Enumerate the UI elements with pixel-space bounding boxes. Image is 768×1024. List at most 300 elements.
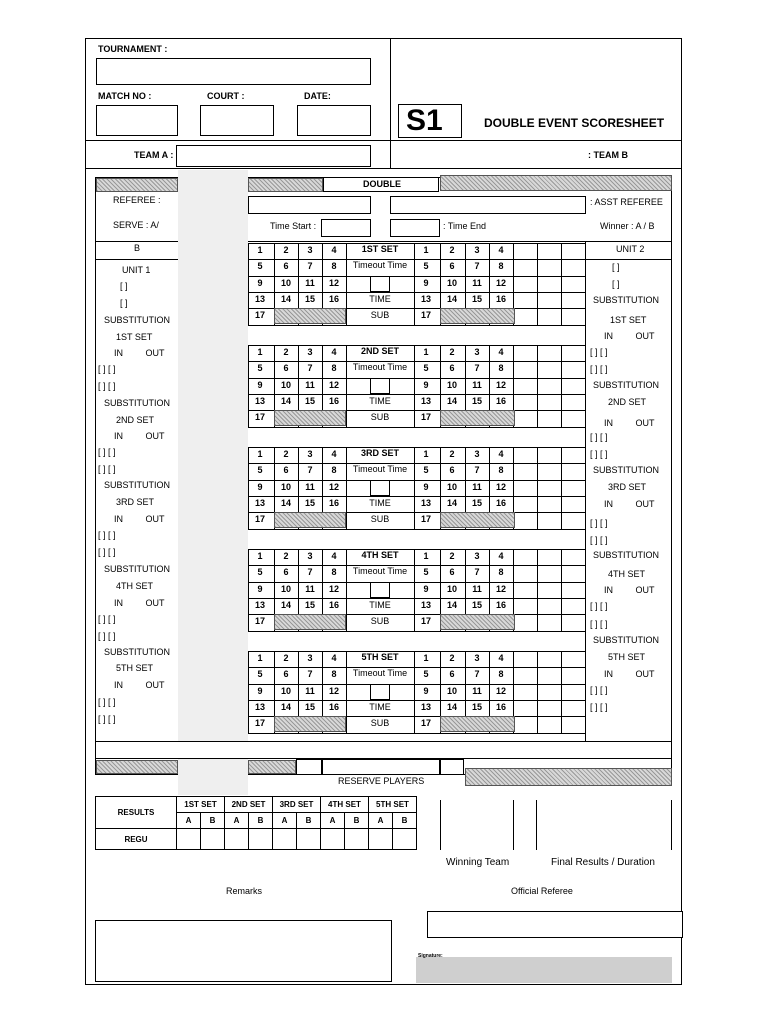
timeout-box[interactable]	[370, 378, 390, 394]
score-number-b[interactable]: 7	[474, 261, 480, 272]
score-number-b[interactable]: 8	[498, 465, 504, 476]
score-number-a[interactable]: 6	[283, 465, 289, 476]
score-number-b[interactable]: 7	[474, 669, 480, 680]
asst-referee-field[interactable]	[390, 196, 586, 214]
set1-label-left: 1ST SET	[116, 332, 153, 342]
in-out-2: IN OUT	[114, 431, 165, 441]
time-end-field[interactable]	[390, 219, 440, 237]
score-number-a[interactable]: 13	[254, 293, 265, 304]
score-number-b[interactable]: 11	[472, 277, 482, 288]
pair-2b: [ ] [ ]	[98, 464, 116, 474]
score-number-a[interactable]: 11	[305, 583, 315, 594]
score-number-a[interactable]: 7	[307, 363, 313, 374]
score-number-a[interactable]: 11	[305, 379, 315, 390]
score-number-a[interactable]: 9	[257, 583, 263, 594]
score-number-a[interactable]: 16	[328, 293, 339, 304]
score-number-b[interactable]: 16	[495, 497, 506, 508]
score-number-b[interactable]: 3	[474, 245, 480, 255]
winning-divider-1	[440, 800, 441, 850]
set-label: 3RD SET	[360, 448, 399, 458]
score-number-b[interactable]: 3	[474, 551, 480, 561]
set-grid-col	[585, 651, 586, 733]
score-number-a[interactable]: 5	[257, 567, 263, 578]
score-number-b[interactable]: 14	[446, 497, 457, 508]
score-number-b[interactable]: 6	[449, 465, 455, 476]
score-number-b[interactable]: 16	[495, 293, 506, 304]
score-number-b[interactable]: 6	[449, 669, 455, 680]
score-number-b[interactable]: 16	[495, 395, 506, 406]
team-rule	[85, 140, 390, 141]
score-number-a[interactable]: 16	[328, 701, 339, 712]
score-number-b[interactable]: 3	[474, 653, 480, 663]
r-pair-2a: [ ] [ ]	[590, 432, 608, 442]
set-grid-rule	[248, 529, 585, 530]
hatch-top-mid	[248, 178, 323, 192]
r-in-out-1: IN OUT	[604, 331, 655, 341]
score-number-a[interactable]: 1	[257, 245, 263, 255]
score-number-a[interactable]: 11	[305, 277, 315, 288]
results-set3-header: 3RD SET	[273, 797, 321, 813]
score-number-a[interactable]: 6	[283, 261, 289, 272]
score-number-a[interactable]: 13	[254, 497, 265, 508]
remarks-field[interactable]	[95, 920, 392, 982]
set-label: 1ST SET	[361, 244, 399, 254]
score-number-b[interactable]: 8	[498, 669, 504, 680]
sheet-code: S1	[406, 104, 443, 137]
score-number-a[interactable]: 12	[328, 277, 339, 288]
score-number-b[interactable]: 9	[423, 277, 429, 288]
pair-5b: [ ] [ ]	[98, 714, 116, 724]
score-number-a[interactable]: 3	[307, 449, 313, 459]
score-number-a[interactable]: 4	[331, 653, 337, 663]
score-number-a[interactable]: 12	[328, 481, 339, 492]
hatch-bottom-left	[96, 760, 178, 774]
score-number-b[interactable]: 4	[498, 653, 504, 663]
score-number-b[interactable]: 15	[471, 701, 482, 712]
score-number-b[interactable]: 8	[498, 261, 504, 272]
set-grid-col	[537, 345, 538, 427]
score-number-a[interactable]: 15	[304, 701, 315, 712]
score-number-b[interactable]: 5	[423, 261, 429, 272]
score-number-a[interactable]: 3	[307, 653, 313, 663]
set-grid-rule	[248, 631, 585, 632]
score-number-a[interactable]: 9	[257, 277, 263, 288]
sub-hatch-b	[440, 410, 515, 426]
score-number-b[interactable]: 5	[423, 363, 429, 374]
in-out-1: IN OUT	[114, 348, 165, 358]
score-number-a[interactable]: 9	[257, 685, 263, 696]
team-a-label: TEAM A :	[134, 150, 174, 160]
score-number-b[interactable]: 11	[472, 685, 482, 696]
score-number-a[interactable]: 1	[257, 653, 263, 663]
regu-cell[interactable]	[201, 829, 225, 850]
score-number-b[interactable]: 2	[449, 653, 455, 663]
score-number-b[interactable]: 13	[420, 395, 431, 406]
match-no-field[interactable]	[96, 105, 178, 136]
score-number-a[interactable]: 17	[254, 718, 265, 729]
winning-team-label: Winning Team	[446, 857, 510, 868]
set-time-label: TIME	[369, 599, 391, 610]
team-bottom-rule	[85, 168, 682, 169]
winning-divider-3	[536, 800, 537, 850]
double-label: DOUBLE	[363, 179, 401, 189]
sub-label-2: SUBSTITUTION	[104, 398, 171, 408]
score-number-b[interactable]: 1	[423, 551, 429, 561]
score-number-b[interactable]: 8	[498, 363, 504, 374]
score-number-a[interactable]: 4	[331, 449, 337, 459]
team-a-field[interactable]	[176, 145, 371, 167]
pair-2a: [ ] [ ]	[98, 447, 116, 457]
tournament-field[interactable]	[96, 58, 371, 85]
score-number-b[interactable]: 13	[420, 293, 431, 304]
score-number-a[interactable]: 14	[280, 701, 291, 712]
score-number-b[interactable]: 15	[471, 599, 482, 610]
score-number-a[interactable]: 12	[328, 379, 339, 390]
r-sub-label-5: SUBSTITUTION	[593, 635, 660, 645]
unit1-bracket-1: [ ]	[120, 281, 128, 291]
score-number-b[interactable]: 5	[423, 669, 429, 680]
regu-cell[interactable]	[225, 829, 249, 850]
set-grid-col	[561, 447, 562, 529]
score-number-b[interactable]: 13	[420, 599, 431, 610]
score-number-a[interactable]: 3	[307, 245, 313, 255]
score-number-b[interactable]: 12	[495, 379, 506, 390]
score-number-a[interactable]: 12	[328, 685, 339, 696]
results-table	[95, 796, 417, 850]
score-number-b[interactable]: 16	[495, 701, 506, 712]
score-number-a[interactable]: 16	[328, 599, 339, 610]
score-number-b[interactable]: 9	[423, 379, 429, 390]
set-grid-col	[585, 243, 586, 325]
score-number-a[interactable]: 2	[283, 551, 289, 561]
sub-hatch-a	[274, 716, 346, 732]
r-sub-label-3: SUBSTITUTION	[593, 465, 660, 475]
score-number-b[interactable]: 10	[446, 685, 457, 696]
score-number-b[interactable]: 15	[471, 395, 482, 406]
score-number-a[interactable]: 2	[283, 347, 289, 357]
reserve-a-box[interactable]	[296, 759, 322, 775]
score-number-a[interactable]: 17	[254, 412, 265, 423]
score-number-a[interactable]: 9	[257, 379, 263, 390]
r-in-out-2: IN OUT	[604, 418, 655, 428]
set-grid-col	[561, 243, 562, 325]
score-number-a[interactable]: 16	[328, 497, 339, 508]
score-number-a[interactable]: 8	[331, 465, 337, 476]
score-number-b[interactable]: 8	[498, 567, 504, 578]
score-number-b[interactable]: 4	[498, 347, 504, 357]
score-number-b[interactable]: 15	[471, 293, 482, 304]
r-sub-label-2: SUBSTITUTION	[593, 380, 660, 390]
score-number-b[interactable]: 6	[449, 567, 455, 578]
header-rule	[390, 140, 682, 141]
reserve-b-box[interactable]	[440, 759, 464, 775]
timeout-box[interactable]	[370, 480, 390, 496]
score-number-b[interactable]: 12	[495, 685, 506, 696]
regu-cell[interactable]	[393, 829, 417, 850]
score-number-b[interactable]: 3	[474, 449, 480, 459]
score-number-a[interactable]: 4	[331, 245, 337, 255]
score-number-a[interactable]: 13	[254, 599, 265, 610]
set3-label-left: 3RD SET	[116, 497, 155, 507]
sub-label-4: SUBSTITUTION	[104, 564, 171, 574]
score-number-b[interactable]: 5	[423, 567, 429, 578]
right-rule-a	[585, 259, 672, 260]
left-rule-a	[95, 259, 178, 260]
score-number-b[interactable]: 14	[446, 701, 457, 712]
score-number-a[interactable]: 5	[257, 465, 263, 476]
score-number-b[interactable]: 10	[446, 379, 457, 390]
set-grid-col	[561, 651, 562, 733]
r-pair-3a: [ ] [ ]	[590, 518, 608, 528]
score-number-b[interactable]: 17	[420, 514, 431, 525]
score-number-a[interactable]: 10	[280, 583, 291, 594]
score-number-b[interactable]: 1	[423, 653, 429, 663]
regu-cell[interactable]	[273, 829, 297, 850]
reserve-mid-box[interactable]	[322, 759, 440, 775]
score-number-a[interactable]: 10	[280, 481, 291, 492]
timeout-time-label: Timeout Time	[352, 566, 408, 577]
score-number-a[interactable]: 7	[307, 465, 313, 476]
score-number-b[interactable]: 2	[449, 245, 455, 255]
sub-label-5: SUBSTITUTION	[104, 647, 171, 657]
score-number-b[interactable]: 2	[449, 551, 455, 561]
score-number-a[interactable]: 6	[283, 669, 289, 680]
date-field[interactable]	[297, 105, 371, 136]
score-number-a[interactable]: 8	[331, 261, 337, 272]
regu-cell[interactable]	[321, 829, 345, 850]
score-number-a[interactable]: 2	[283, 653, 289, 663]
score-number-a[interactable]: 13	[254, 395, 265, 406]
in-out-3: IN OUT	[114, 514, 165, 524]
score-number-b[interactable]: 10	[446, 583, 457, 594]
score-number-a[interactable]: 4	[331, 347, 337, 357]
pair-4a: [ ] [ ]	[98, 614, 116, 624]
score-number-a[interactable]: 17	[254, 310, 265, 321]
results-set1-header: 1ST SET	[177, 797, 225, 813]
score-number-b[interactable]: 5	[423, 465, 429, 476]
r-pair-5b: [ ] [ ]	[590, 702, 608, 712]
set4-label-left: 4TH SET	[116, 581, 154, 591]
r-pair-1a: [ ] [ ]	[590, 347, 608, 357]
pair-1a: [ ] [ ]	[98, 364, 116, 374]
score-number-b[interactable]: 4	[498, 551, 504, 561]
pair-1b: [ ] [ ]	[98, 381, 116, 391]
score-number-b[interactable]: 1	[423, 245, 429, 255]
score-number-b[interactable]: 9	[423, 685, 429, 696]
score-number-a[interactable]: 10	[280, 685, 291, 696]
hatch-bottom-right	[465, 768, 672, 786]
reserve-players-label: RESERVE PLAYERS	[338, 776, 425, 786]
score-number-a[interactable]: 5	[257, 363, 263, 374]
sub-hatch-b	[440, 614, 515, 630]
score-number-b[interactable]: 14	[446, 293, 457, 304]
set-grid-col	[585, 549, 586, 631]
sheet-title: DOUBLE EVENT SCORESHEET	[484, 116, 665, 130]
score-number-a[interactable]: 11	[305, 481, 315, 492]
score-number-a[interactable]: 14	[280, 293, 291, 304]
r-in-out-5: IN OUT	[604, 669, 655, 679]
score-number-b[interactable]: 7	[474, 567, 480, 578]
score-number-a[interactable]: 15	[304, 599, 315, 610]
score-number-b[interactable]: 14	[446, 395, 457, 406]
score-number-b[interactable]: 2	[449, 449, 455, 459]
score-number-b[interactable]: 6	[449, 363, 455, 374]
r-pair-5a: [ ] [ ]	[590, 685, 608, 695]
regu-cell[interactable]	[297, 829, 321, 850]
set5-label-left: 5TH SET	[116, 663, 154, 673]
score-number-b[interactable]: 15	[471, 497, 482, 508]
score-number-b[interactable]: 12	[495, 583, 506, 594]
score-number-a[interactable]: 1	[257, 449, 263, 459]
score-number-a[interactable]: 6	[283, 567, 289, 578]
score-number-b[interactable]: 11	[472, 481, 482, 492]
score-number-a[interactable]: 2	[283, 245, 289, 255]
results-b-5: B	[393, 813, 417, 829]
sub-hatch-a	[274, 512, 346, 528]
score-number-a[interactable]: 9	[257, 481, 263, 492]
score-number-a[interactable]: 15	[304, 497, 315, 508]
set-label: 5TH SET	[361, 652, 399, 662]
score-number-a[interactable]: 13	[254, 701, 265, 712]
score-number-a[interactable]: 4	[331, 551, 337, 561]
timeout-time-label: Timeout Time	[352, 464, 408, 475]
score-number-a[interactable]: 1	[257, 551, 263, 561]
score-number-a[interactable]: 7	[307, 567, 313, 578]
team-b-label: : TEAM B	[588, 150, 628, 160]
results-a-2: A	[225, 813, 249, 829]
score-number-b[interactable]: 4	[498, 449, 504, 459]
score-number-a[interactable]: 5	[257, 669, 263, 680]
timeout-box[interactable]	[370, 684, 390, 700]
redacted-strip	[178, 170, 248, 795]
r-pair-3b: [ ] [ ]	[590, 535, 608, 545]
score-number-b[interactable]: 17	[420, 412, 431, 423]
score-number-a[interactable]: 14	[280, 395, 291, 406]
hatch-top-left	[96, 178, 178, 192]
score-number-b[interactable]: 6	[449, 261, 455, 272]
regu-cell[interactable]	[177, 829, 201, 850]
score-number-a[interactable]: 8	[331, 567, 337, 578]
set-grid-rule	[248, 427, 585, 428]
time-start-field[interactable]	[321, 219, 371, 237]
score-number-b[interactable]: 7	[474, 363, 480, 374]
score-number-a[interactable]: 14	[280, 599, 291, 610]
r-sub-label-4: SUBSTITUTION	[593, 550, 660, 560]
time-start-label: Time Start :	[270, 221, 317, 231]
sub-label-3: SUBSTITUTION	[104, 480, 171, 490]
results-set4-header: 4TH SET	[321, 797, 369, 813]
score-number-a[interactable]: 15	[304, 395, 315, 406]
score-number-b[interactable]: 17	[420, 616, 431, 627]
referee-field[interactable]	[248, 196, 371, 214]
set-grid-col	[537, 651, 538, 733]
score-number-b[interactable]: 10	[446, 277, 457, 288]
set-grid-col	[585, 447, 586, 529]
score-number-a[interactable]: 17	[254, 514, 265, 525]
score-number-b[interactable]: 9	[423, 583, 429, 594]
court-field[interactable]	[200, 105, 274, 136]
in-out-4: IN OUT	[114, 598, 165, 608]
notes-bar[interactable]	[95, 741, 672, 759]
score-number-a[interactable]: 16	[328, 395, 339, 406]
official-referee-field[interactable]	[427, 911, 683, 938]
score-number-b[interactable]: 14	[446, 599, 457, 610]
score-number-b[interactable]: 12	[495, 277, 506, 288]
results-set5-header: 5TH SET	[369, 797, 417, 813]
regu-cell[interactable]	[369, 829, 393, 850]
set-grid-col	[537, 243, 538, 325]
regu-cell[interactable]	[249, 829, 273, 850]
r-set2-label: 2ND SET	[608, 397, 647, 407]
score-number-a[interactable]: 1	[257, 347, 263, 357]
score-number-b[interactable]: 4	[498, 245, 504, 255]
timeout-box[interactable]	[370, 582, 390, 598]
header-divider	[390, 38, 391, 168]
score-number-b[interactable]: 7	[474, 465, 480, 476]
score-number-b[interactable]: 11	[472, 379, 482, 390]
score-number-a[interactable]: 12	[328, 583, 339, 594]
serve-label: SERVE : A/	[113, 220, 159, 230]
results-a-4: A	[321, 813, 345, 829]
score-number-a[interactable]: 7	[307, 261, 313, 272]
score-number-a[interactable]: 7	[307, 669, 313, 680]
score-number-a[interactable]: 15	[304, 293, 315, 304]
score-number-a[interactable]: 14	[280, 497, 291, 508]
score-number-a[interactable]: 8	[331, 669, 337, 680]
score-number-b[interactable]: 3	[474, 347, 480, 357]
r-set3-label: 3RD SET	[608, 482, 647, 492]
regu-cell[interactable]	[345, 829, 369, 850]
score-number-b[interactable]: 17	[420, 718, 431, 729]
score-number-b[interactable]: 13	[420, 701, 431, 712]
score-number-b[interactable]: 1	[423, 449, 429, 459]
pair-5a: [ ] [ ]	[98, 697, 116, 707]
score-number-a[interactable]: 10	[280, 277, 291, 288]
score-number-a[interactable]: 3	[307, 551, 313, 561]
score-number-b[interactable]: 16	[495, 599, 506, 610]
unit1-label: UNIT 1	[122, 265, 151, 275]
r-pair-2b: [ ] [ ]	[590, 449, 608, 459]
score-number-a[interactable]: 2	[283, 449, 289, 459]
score-number-a[interactable]: 17	[254, 616, 265, 627]
score-number-b[interactable]: 2	[449, 347, 455, 357]
score-number-b[interactable]: 17	[420, 310, 431, 321]
score-number-a[interactable]: 5	[257, 261, 263, 272]
score-number-b[interactable]: 13	[420, 497, 431, 508]
hatch-bottom-mid	[248, 760, 296, 774]
set-sub-label: SUB	[370, 718, 390, 729]
score-number-b[interactable]: 11	[472, 583, 482, 594]
set-sub-label: SUB	[370, 310, 390, 321]
score-number-a[interactable]: 3	[307, 347, 313, 357]
score-number-a[interactable]: 8	[331, 363, 337, 374]
set-grid-rule	[248, 733, 585, 734]
set-time-label: TIME	[369, 497, 391, 508]
referee-label: REFEREE :	[113, 195, 161, 205]
score-number-a[interactable]: 10	[280, 379, 291, 390]
score-number-a[interactable]: 11	[305, 685, 315, 696]
left-unit-header: B	[134, 243, 141, 253]
score-number-a[interactable]: 6	[283, 363, 289, 374]
score-number-b[interactable]: 1	[423, 347, 429, 357]
hatch-top-right	[440, 175, 672, 191]
signature-field[interactable]	[416, 957, 672, 983]
timeout-box[interactable]	[370, 276, 390, 292]
sub-label-1: SUBSTITUTION	[104, 315, 171, 325]
score-number-b[interactable]: 9	[423, 481, 429, 492]
score-number-b[interactable]: 12	[495, 481, 506, 492]
score-number-b[interactable]: 10	[446, 481, 457, 492]
